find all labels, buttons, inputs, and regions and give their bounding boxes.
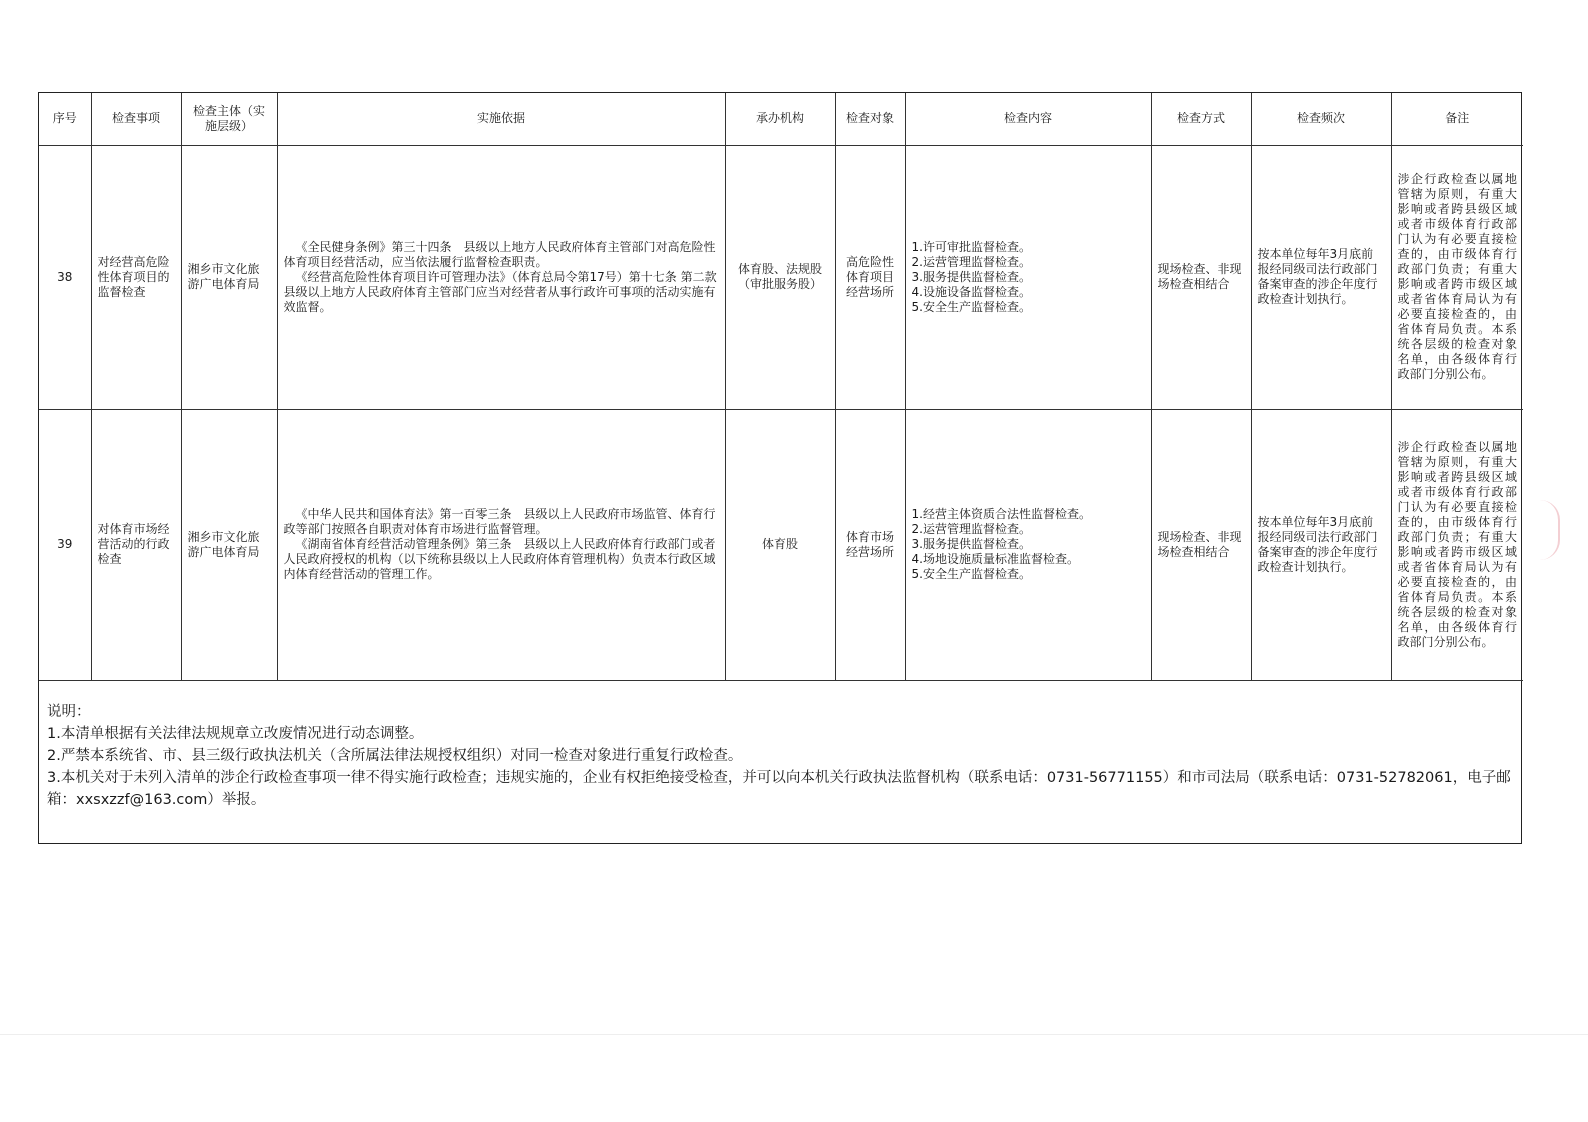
inspection-list-sheet [38, 92, 1522, 844]
header-frequency: 检查频次 [1251, 93, 1391, 145]
table-header-row [39, 93, 1523, 145]
cell-subject: 湘乡市文化旅游广电体育局 [181, 145, 277, 409]
note-line: 3.本机关对于未列入清单的涉企行政检查事项一律不得实施行政检查；违规实施的，企业有权拒绝接受检查，并可以向本机关行政执法监督机构（联系电话：0731-56771155）和市司法局（联系电话：0731-52782061，电子邮箱：xxsxzzf@163.com）举报。 [47, 769, 1511, 808]
note-line: 2.严禁本系统省、市、县三级行政执法机关（含所属法律法规授权组织）对同一检查对象进行重复行政检查。 [47, 747, 743, 764]
cell-item: 对体育市场经营活动的行政检查 [91, 409, 181, 680]
cell-frequency: 按本单位每年3月底前报经同级司法行政部门备案审查的涉企年度行政检查计划执行。 [1251, 145, 1391, 409]
basis-paragraph: 《中华人民共和国体育法》第一百零三条 县级以上人民政府市场监管、体育行政等部门按照各自职责对体育市场进行监督管理。 [283, 507, 716, 536]
content-item: 5.安全生产监督检查。 [911, 299, 1031, 314]
content-item: 5.安全生产监督检查。 [911, 567, 1031, 581]
content-item: 3.服务提供监督检查。 [911, 537, 1031, 551]
header-item: 检查事项 [91, 93, 181, 145]
inspection-table [39, 93, 1523, 681]
basis-paragraph: 《全民健身条例》第三十四条 县级以上地方人民政府体育主管部门对高危险性体育项目经营活动，应当依法履行监督检查职责。 [283, 239, 716, 269]
cell-object: 高危险性体育项目经营场所 [835, 145, 905, 409]
header-seq: 序号 [39, 93, 91, 145]
seal-edge-mark [1540, 500, 1560, 560]
content-item: 2.运营管理监督检查。 [911, 522, 1031, 536]
content-item: 2.运营管理监督检查。 [911, 254, 1031, 269]
cell-basis [277, 409, 725, 680]
cell-object: 体育市场经营场所 [835, 409, 905, 680]
cell-dept: 体育股 [725, 409, 835, 680]
notes-title: 说明： [47, 703, 91, 720]
header-basis: 实施依据 [277, 93, 725, 145]
header-method: 检查方式 [1151, 93, 1251, 145]
header-dept: 承办机构 [725, 93, 835, 145]
notes-section [39, 681, 1521, 811]
cell-remark: 涉企行政检查以属地管辖为原则，有重大影响或者跨县级区域或者市级体育行政部门认为有必要直接检查的，由市级体育行政部门负责；有重大影响或者跨市级区域或者省体育局认为有必要直接检查的，由省体育局负责。本系统各层级的检查对象名单，由各级体育行政部门分别公布。 [1391, 145, 1523, 409]
cell-method: 现场检查、非现场检查相结合 [1151, 409, 1251, 680]
basis-paragraph: 《经营高危险性体育项目许可管理办法》（体育总局令第17号）第十七条 第二款 县级以上地方人民政府体育主管部门应当对经营者从事行政许可事项的活动实施有效监督。 [283, 269, 717, 314]
content-item: 3.服务提供监督检查。 [911, 269, 1031, 284]
cell-content [905, 409, 1151, 680]
content-item: 1.经营主体资质合法性监督检查。 [911, 507, 1091, 521]
cell-frequency: 按本单位每年3月底前报经同级司法行政部门备案审查的涉企年度行政检查计划执行。 [1251, 409, 1391, 680]
header-subject: 检查主体（实施层级） [181, 93, 277, 145]
cell-subject: 湘乡市文化旅游广电体育局 [181, 409, 277, 680]
header-object: 检查对象 [835, 93, 905, 145]
header-remark: 备注 [1391, 93, 1523, 145]
basis-paragraph: 《湖南省体育经营活动管理条例》第三条 县级以上人民政府体育行政部门或者人民政府授权的机构（以下统称县级以上人民政府体育管理机构）负责本行政区域内体育经营活动的管理工作。 [283, 537, 716, 581]
table-row [39, 145, 1523, 409]
header-content: 检查内容 [905, 93, 1151, 145]
cell-content [905, 145, 1151, 409]
cell-method: 现场检查、非现场检查相结合 [1151, 145, 1251, 409]
cell-item: 对经营高危险性体育项目的监督检查 [91, 145, 181, 409]
content-item: 4.设施设备监督检查。 [911, 284, 1031, 299]
cell-remark: 涉企行政检查以属地管辖为原则，有重大影响或者跨县级区域或者市级体育行政部门认为有必要直接检查的，由市级体育行政部门负责；有重大影响或者跨市级区域或者省体育局认为有必要直接检查的，由省体育局负责。本系统各层级的检查对象名单，由各级体育行政部门分别公布。 [1391, 409, 1523, 680]
cell-dept: 体育股、法规股（审批服务股） [725, 145, 835, 409]
note-line: 1.本清单根据有关法律法规规章立改废情况进行动态调整。 [47, 725, 424, 742]
cell-seq: 39 [39, 409, 91, 680]
cell-basis [277, 145, 725, 409]
table-row [39, 409, 1523, 680]
content-item: 4.场地设施质量标准监督检查。 [911, 552, 1079, 566]
cell-seq: 38 [39, 145, 91, 409]
scan-edge-line [0, 1034, 1588, 1035]
content-item: 1.许可审批监督检查。 [911, 239, 1031, 254]
